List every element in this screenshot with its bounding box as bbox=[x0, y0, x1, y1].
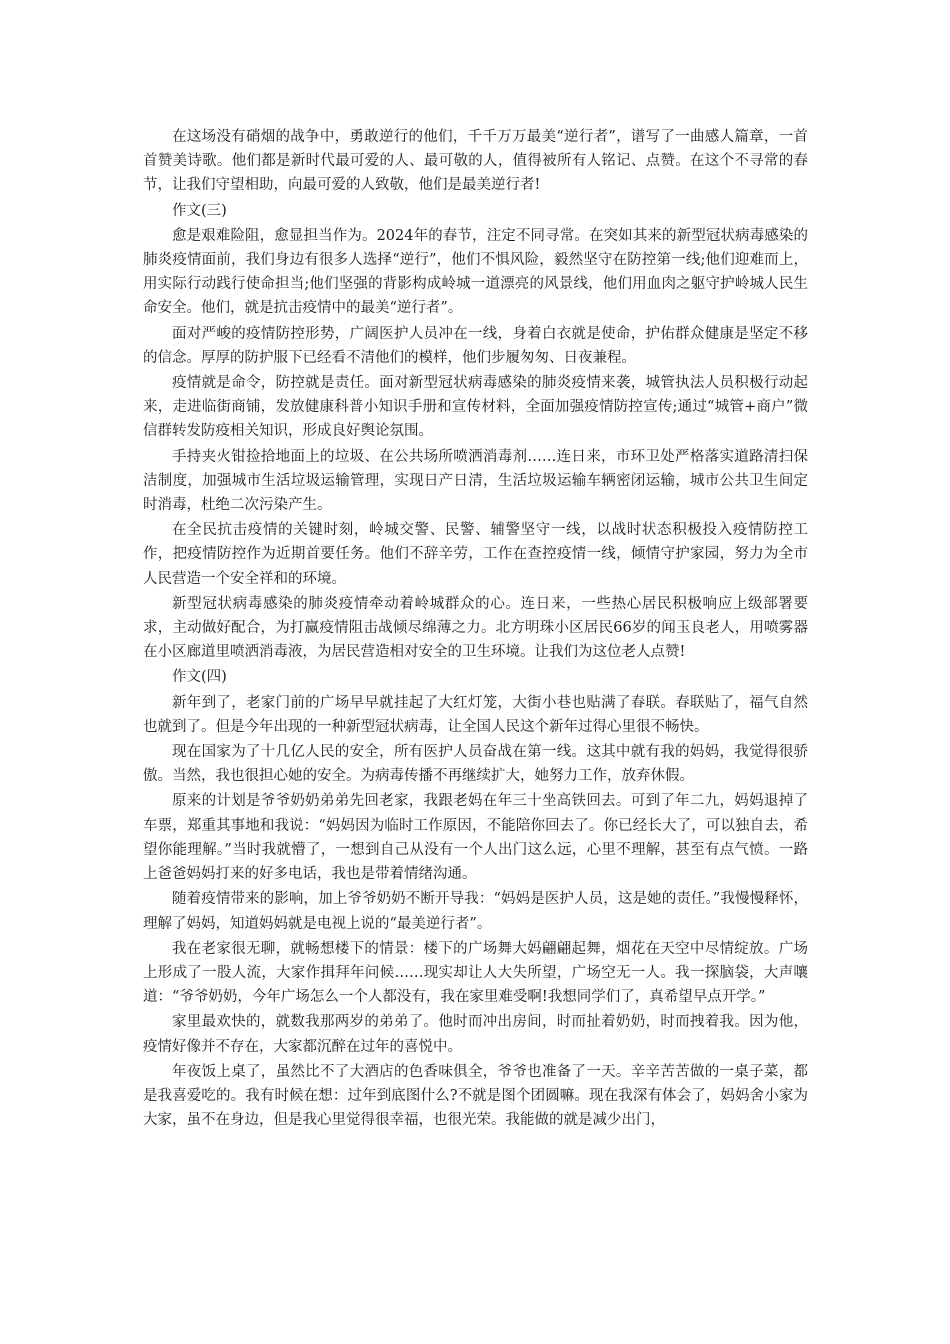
paragraph: 原来的计划是爷爷奶奶弟弟先回老家，我跟老妈在年三十坐高铁回去。可到了年二九，妈妈退掉了车票，郑重其事地和我说：“妈妈因为临时工作原因，不能陪你回去了。你已经长大了，可以独自去，希望你能理解。”当时我就懵了，一想到自己从没有一个人出门这么远，心里不理解，甚至有点气愤。一路上爸爸妈妈打来的好多电话，我也是带着情绪沟通。 bbox=[143, 793, 808, 883]
paragraph: 我在老家很无聊，就畅想楼下的情景：楼下的广场舞大妈翩翩起舞，烟花在天空中尽情绽放。广场上形成了一股人流，大家作揖拜年问候……现实却让人大失所望，广场空无一人。我一探脑袋，大声嚷道：“爷爷奶奶，今年广场怎么一个人都没有，我在家里难受啊!我想同学们了，真希望早点开学。” bbox=[143, 940, 808, 1006]
paragraph: 年夜饭上桌了，虽然比不了大酒店的色香味俱全，爷爷也准备了一天。辛辛苦苦做的一桌子菜，都是我喜爱吃的。我有时候在想：过年到底图什么?不就是图个团圆嘛。现在我深有体会了，妈妈舍小家为大家，虽不在身边，但是我心里觉得很幸福，也很光荣。我能做的就是减少出门， bbox=[143, 1063, 808, 1129]
paragraph: 在这场没有硝烟的战争中，勇敢逆行的他们，千千万万最美“逆行者”，谱写了一曲感人篇章，一首首赞美诗歌。他们都是新时代最可爱的人、最可敬的人，值得被所有人铭记、点赞。在这个不寻常的春节，让我们守望相助，向最可爱的人致敬，他们是最美逆行者! bbox=[143, 129, 808, 194]
paragraph: 面对严峻的疫情防控形势，广阔医护人员冲在一线，身着白衣就是使命，护佑群众健康是坚定不移的信念。厚厚的防护服下已经看不清他们的模样，他们步履匆匆、日夜兼程。 bbox=[143, 325, 808, 366]
paragraph: 手持夹火钳捡拾地面上的垃圾、在公共场所喷洒消毒剂……连日来，市环卫处严格落实道路清扫保洁制度，加强城市生活垃圾运输管理，实现日产日清，生活垃圾运输车辆密闭运输，城市公共卫生间定时消毒，杜绝二次污染产生。 bbox=[143, 448, 808, 514]
document-page bbox=[143, 125, 808, 1133]
paragraph: 新型冠状病毒感染的肺炎疫情牵动着岭城群众的心。连日来，一些热心居民积极响应上级部署要求，主动做好配合，为打赢疫情阻击战倾尽绵薄之力。北方明珠小区居民66岁的闻玉良老人，用喷雾器在小区廊道里喷洒消毒液，为居民营造相对安全的卫生环境。让我们为这位老人点赞! bbox=[143, 595, 808, 661]
section-heading: 作文(三) bbox=[172, 202, 227, 219]
paragraph: 新年到了，老家门前的广场早早就挂起了大红灯笼，大街小巷也贴满了春联。春联贴了，福气自然也就到了。但是今年出现的一种新型冠状病毒，让全国人民这个新年过得心里很不畅快。 bbox=[143, 694, 808, 735]
paragraph: 在全民抗击疫情的关键时刻，岭城交警、民警、辅警坚守一线，以战时状态积极投入疫情防控工作，把疫情防控作为近期首要任务。他们不辞辛劳，工作在查控疫情一线，倾情守护家园，努力为全市人民营造一个安全祥和的环境。 bbox=[143, 522, 808, 587]
paragraph: 现在国家为了十几亿人民的安全，所有医护人员奋战在第一线。这其中就有我的妈妈，我觉得很骄傲。当然，我也很担心她的安全。为病毒传播不再继续扩大，她努力工作，放弃休假。 bbox=[143, 744, 808, 785]
paragraph: 疫情就是命令，防控就是责任。面对新型冠状病毒感染的肺炎疫情来袭，城管执法人员积极行动起来，走进临街商铺，发放健康科普小知识手册和宣传材料，全面加强疫情防控宣传;通过“城管+商户”微信群转发防疫相关知识，形成良好舆论氛围。 bbox=[143, 375, 808, 440]
paragraph: 愈是艰难险阻，愈显担当作为。2024年的春节，注定不同寻常。在突如其来的新型冠状病毒感染的肺炎疫情面前，我们身边有很多人选择“逆行”，他们不惧风险，毅然坚守在防控第一线;他们迎难而上，用实际行动践行使命担当;他们坚强的背影构成岭城一道漂亮的风景线，他们用血肉之躯守护岭城人民生命安全。他们，就是抗击疫情中的最美“逆行者”。 bbox=[143, 227, 808, 317]
paragraph: 家里最欢快的，就数我那两岁的弟弟了。他时而冲出房间，时而扯着奶奶，时而拽着我。因为他，疫情好像并不存在，大家都沉醉在过年的喜悦中。 bbox=[143, 1014, 808, 1055]
section-heading: 作文(四) bbox=[172, 669, 227, 686]
paragraph: 随着疫情带来的影响，加上爷爷奶奶不断开导我：“妈妈是医护人员，这是她的责任。”我慢慢释怀，理解了妈妈，知道妈妈就是电视上说的“最美逆行者”。 bbox=[143, 891, 808, 932]
